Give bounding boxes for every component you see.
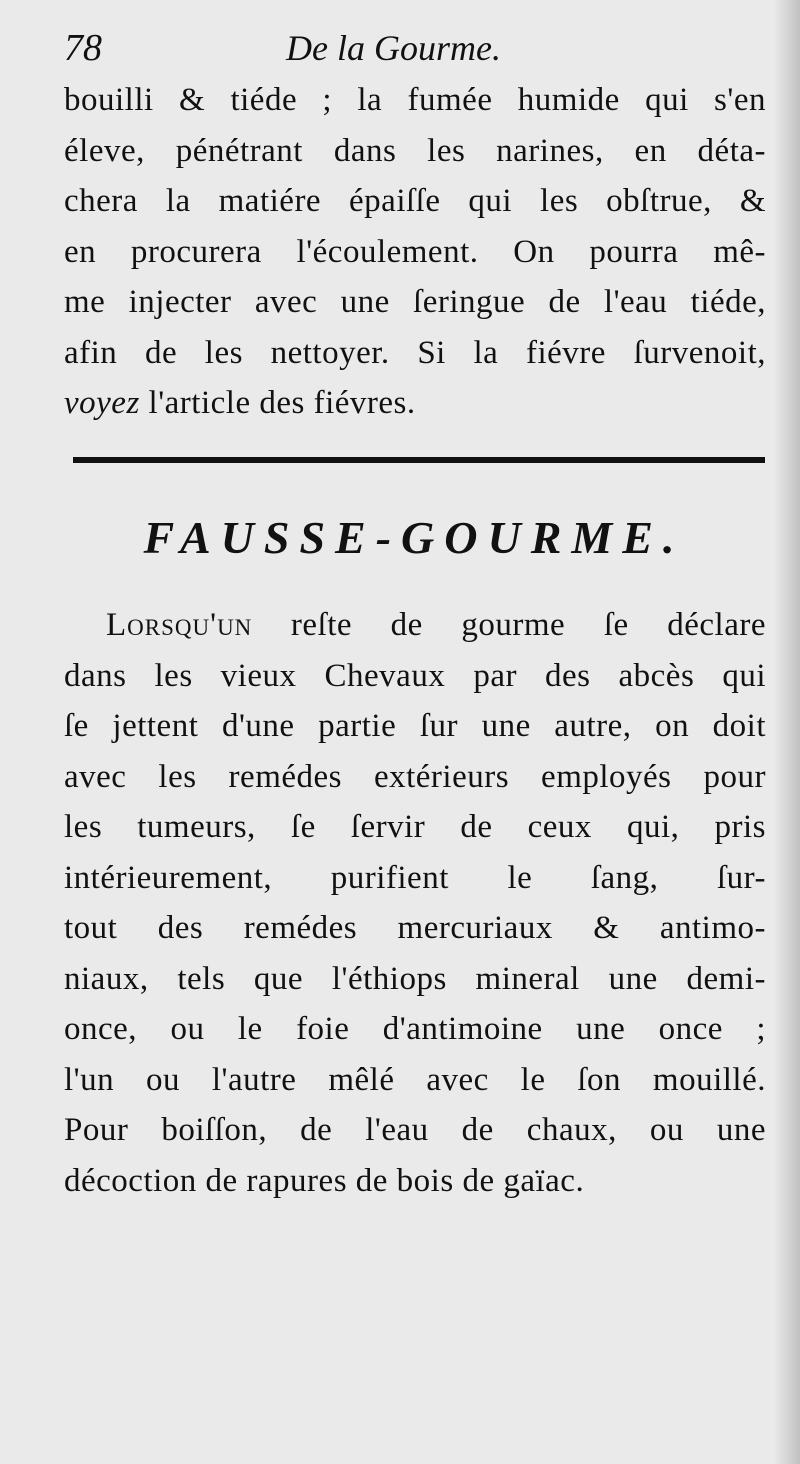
section-heading: FAUSSE-GOURME. xyxy=(143,512,685,563)
text-line: les tumeurs, ſe ſervir de ceux qui, pris xyxy=(64,809,766,845)
running-title: De la Gourme. xyxy=(286,28,501,68)
text-line: once, ou le foie d'antimoine une once ; xyxy=(64,1011,766,1047)
text-line: Pour boiſſon, de l'eau de chaux, ou une xyxy=(64,1112,766,1148)
page-number: 78 xyxy=(64,27,102,69)
text-line: afin de les nettoyer. Si la fiévre ſurvenoit, xyxy=(64,334,766,371)
text-line: bouilli & tiéde ; la fumée humide qui s'en xyxy=(64,82,766,118)
paragraph-continuation xyxy=(64,75,766,429)
text-line: ſe jettent d'une partie ſur une autre, on doit xyxy=(64,708,766,744)
text-line: niaux, tels que l'éthiops mineral une demi- xyxy=(64,960,766,997)
text-line: tout des remédes mercuriaux & antimo- xyxy=(64,910,766,946)
text-line: en procurera l'écoulement. On pourra mê- xyxy=(64,233,766,270)
section-divider xyxy=(73,457,765,463)
text-fragment: reſte de gourme ſe déclare xyxy=(252,607,766,643)
text-line: me injecter avec une ſeringue de l'eau tiéde, xyxy=(64,284,766,320)
page-header xyxy=(64,18,764,78)
text-fragment: l'article des fiévres. xyxy=(139,385,416,421)
text-line: avec les remédes extérieurs employés pour xyxy=(64,758,766,795)
text-line: intérieurement, purifient le ſang, ſur- xyxy=(64,859,766,896)
opening-word: Lorsqu'un xyxy=(106,607,253,643)
paragraph-main xyxy=(64,600,766,1206)
text-line: chera la matiére épaiſſe qui les obſtrue, & xyxy=(64,183,766,219)
text-line: l'un ou l'autre mêlé avec le ſon mouillé. xyxy=(64,1061,766,1098)
text-line: décoction de rapures de bois de gaïac. xyxy=(64,1162,585,1199)
text-line: éleve, pénétrant dans les narines, en déta- xyxy=(64,132,766,169)
text-line xyxy=(64,378,766,429)
text-line: dans les vieux Chevaux par des abcès qui xyxy=(64,657,766,694)
first-line xyxy=(64,600,766,651)
italic-word: voyez xyxy=(64,385,140,421)
